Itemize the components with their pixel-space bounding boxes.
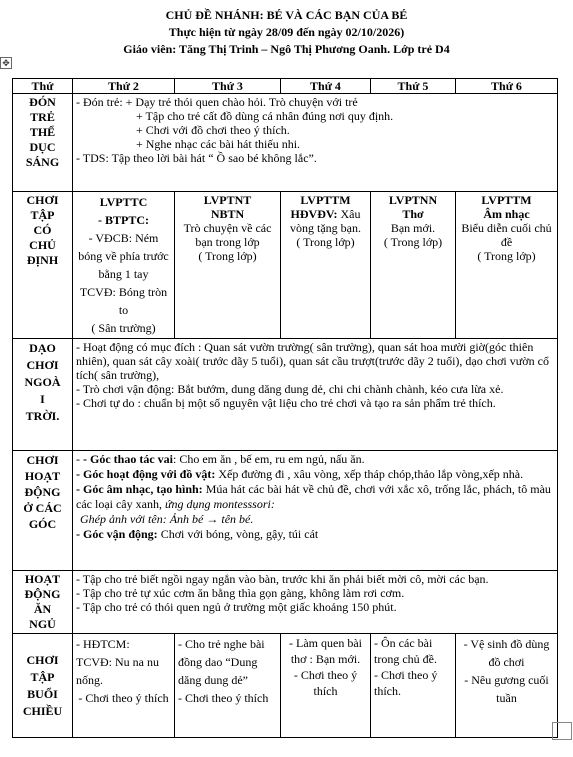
col-header-mon: Thứ 2	[73, 79, 175, 94]
learning-fri: LVPTTM Âm nhạc Biểu diễn cuối chủ đề ( Trong lớp)	[456, 192, 558, 339]
page-title: CHỦ ĐỀ NHÁNH: BÉ VÀ CÁC BẠN CỦA BÉ	[165, 8, 408, 22]
learning-tue: LVPTNT NBTN Trò chuyện về các bạn trong lớp ( Trong lớp)	[175, 192, 281, 339]
routine-content: - Tập cho trẻ biết ngồi ngay ngắn vào bàn, trước khi ăn phải biết mời cô, mời các bạn. - Tập cho trẻ tự xúc cơm ăn bằng thìa gọn gàng, không làm rơi cơm. - Tập cho trẻ có thói quen ngủ ở trường một giấc khoảng 150 phút.	[73, 571, 558, 634]
weekly-plan-table	[12, 78, 558, 738]
afternoon-wed: - Làm quen bài thơ : Bạn mới. - Chơi theo ý thích	[281, 634, 371, 738]
row-label-learning: CHƠI TẬP CÓ CHỦ ĐỊNH	[13, 192, 73, 339]
col-header-thu: Thứ 5	[371, 79, 456, 94]
outdoor-content: - Hoạt động có mục đích : Quan sát vườn trường( sân trường), quan sát hoa mười giờ(góc thiên nhiên), quan sát cây xoài( trước dãy 5 tuổi), quan sát cầu trượt(trước dãy 2 tuổi), dạo chơi vườn cổ tích( sân trường), - Trò chơi vận động: Bắt bướm, dung dăng dung dẻ, chi chi chành chành, kéo cưa lừa xẻ. - Chơi tự do : chuẩn bị một số nguyên vật liệu cho trẻ chơi và tạo ra sản phẩm trẻ thích.	[73, 339, 558, 451]
col-header-day: Thứ	[13, 79, 73, 94]
welcome-content: - Đón trẻ: + Dạy trẻ thói quen chào hỏi. Trò chuyện với trẻ + Tập cho trẻ cất đồ dùng cá nhân đúng nơi quy định. + Chơi với đồ chơi theo ý thích. + Nghe nhạc các bài hát thiếu nhi. - TDS: Tập theo lời bài hát “ Ồ sao bé không lắc”.	[73, 94, 558, 192]
date-range: Thực hiện từ ngày 28/09 đến ngày 02/10/2026)	[168, 25, 405, 39]
row-label-routine: HOẠT ĐỘNG ĂN NGỦ	[13, 571, 73, 634]
afternoon-fri: - Vệ sinh đồ dùng đồ chơi - Nêu gương cuối tuần	[456, 634, 558, 738]
learning-mon: LVPTTC - BTPTC: - VĐCB: Ném bóng về phía trước bằng 1 tay TCVĐ: Bóng tròn to ( Sân trường)	[73, 192, 175, 339]
teacher-line: Giáo viên: Tăng Thị Trinh – Ngô Thị Phương Oanh. Lớp trẻ D4	[123, 42, 450, 56]
row-routine	[13, 571, 558, 634]
row-welcome	[13, 94, 558, 192]
row-label-corners: CHƠI HOẠT ĐỘNG Ở CÁC GÓC	[13, 451, 73, 571]
col-header-wed: Thứ 4	[281, 79, 371, 94]
row-label-afternoon: CHƠI TẬP BUỔI CHIỀU	[13, 634, 73, 738]
corners-content: - - Góc thao tác vai: Cho em ăn , bế em, ru em ngủ, nấu ăn. - Góc hoạt động với đồ vật: Xếp đường đi , xâu vòng, xếp tháp chóp,thảo lắp vòng,xếp nhà. - Góc âm nhạc, tạo hình: Múa hát các bài hát về chủ đề, chơi với xắc xô, trống lắc, phách, tô màu các loại cây xanh, ứng dụng montesssori: Ghép ảnh với tên: Ảnh bé → tên bé. - Góc vận động: Chơi với bóng, vòng, gậy, túi cát	[73, 451, 558, 571]
table-header-row	[13, 79, 558, 94]
row-outdoor	[13, 339, 558, 451]
row-label-welcome: ĐÓN TRẺ THỂ DỤC SÁNG	[13, 94, 73, 192]
afternoon-mon: - HĐTCM: TCVĐ: Nu na nu nống. - Chơi theo ý thích	[73, 634, 175, 738]
row-label-outdoor: DẠO CHƠI NGOÀ I TRỜI.	[13, 339, 73, 451]
col-header-fri: Thứ 6	[456, 79, 558, 94]
afternoon-thu: - Ôn các bài trong chủ đề. - Chơi theo ý thích.	[371, 634, 456, 738]
col-header-tue: Thứ 3	[175, 79, 281, 94]
afternoon-tue: - Cho trẻ nghe bài đồng dao “Dung dăng dung dẻ” - Chơi theo ý thích	[175, 634, 281, 738]
row-afternoon	[13, 634, 558, 738]
row-corners	[13, 451, 558, 571]
move-handle-icon[interactable]: ✥	[0, 57, 12, 69]
resize-box-icon[interactable]	[552, 722, 572, 740]
learning-thu: LVPTNN Thơ Bạn mới. ( Trong lớp)	[371, 192, 456, 339]
learning-wed: LVPTTM HĐVĐV: Xâu vòng tặng bạn. ( Trong lớp)	[281, 192, 371, 339]
row-learning	[13, 192, 558, 339]
